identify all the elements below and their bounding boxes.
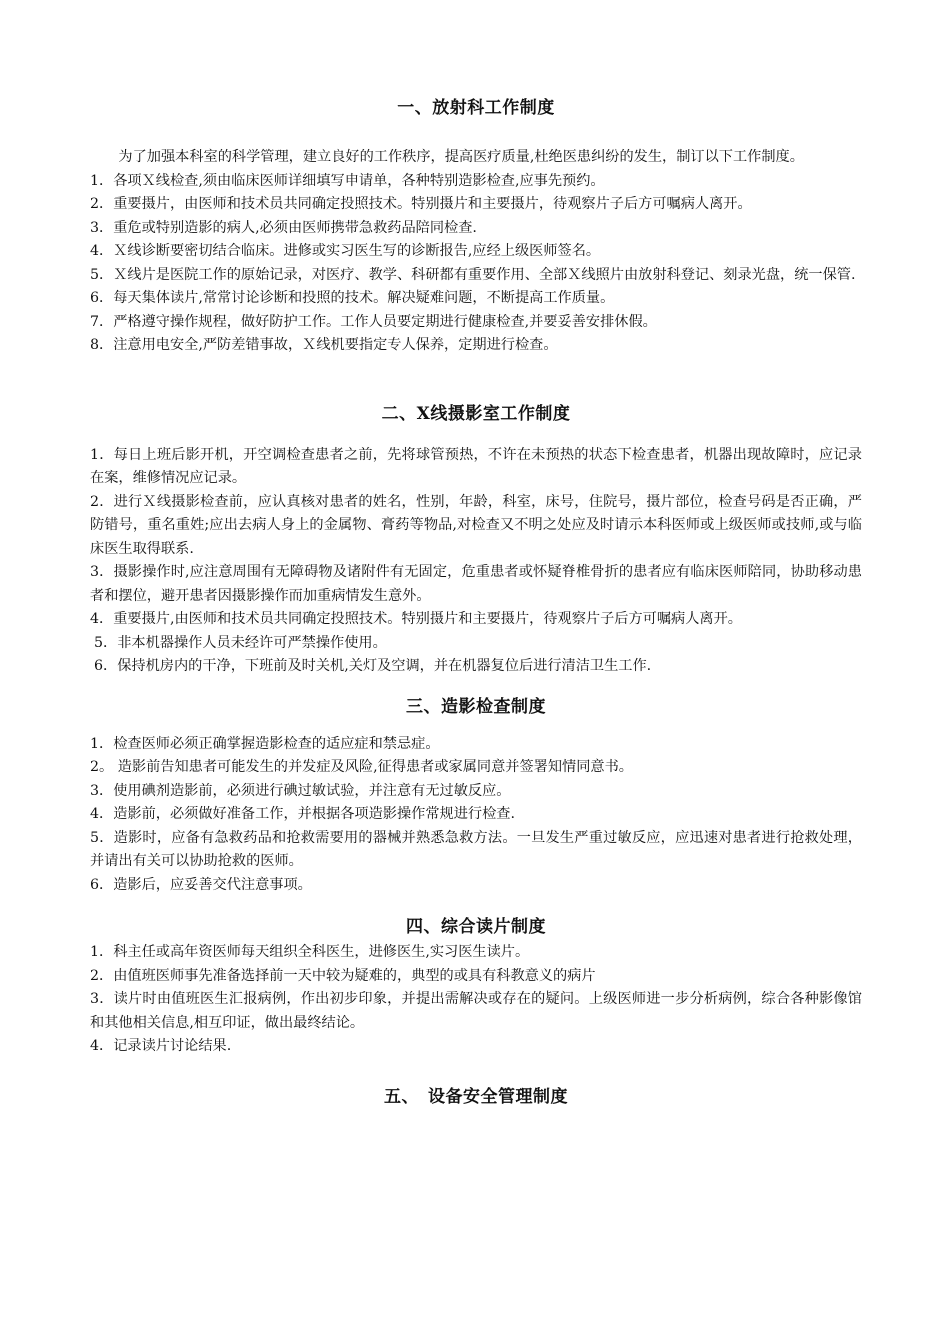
section-radiology-rules (90, 96, 862, 358)
list-item: 1．每日上班后影开机，开空调检查患者之前，先将球管预热，不许在未预热的状态下检查患者，机器出现故障时，应记录在案，维修情况应记录。 (90, 446, 862, 486)
list-item: 3．重危或特别造影的病人,必须由医师携带急救药品陪同检查. (90, 219, 477, 236)
list-item: 2．重要摄片，由医师和技术员共同确定投照技术。特别摄片和主要摄片，待观察片子后方可嘱病人离开。 (90, 196, 752, 212)
list-item: 7．严格遵守操作规程，做好防护工作。工作人员要定期进行健康检查,并要妥善安排休假。 (90, 313, 657, 330)
list-item: 5．非本机器操作人员未经许可严禁操作使用。 (94, 634, 387, 651)
section-title: 四、综合读片制度 (406, 917, 546, 937)
section-film-reading-rules (90, 915, 862, 1059)
list-item: 1．科主任或高年资医师每天组织全科医生，进修医生,实习医生读片。 (90, 944, 530, 960)
list-item: 6．造影后，应妥善交代注意事项。 (90, 876, 312, 893)
list-item: 4．造影前，必须做好准备工作，并根据各项造影操作常规进行检查. (90, 806, 515, 822)
list-item: 3．读片时由值班医生汇报病例，作出初步印象，并提出需解决或存在的疑问。上级医师进一步分析病例，综合各种影像馆和其他相关信息,相互印证，做出最终结论。 (90, 991, 862, 1031)
list-item: 5．造影时，应备有急救药品和抢救需要用的器械并熟悉急救方法。一旦发生严重过敏反应，应迅速对患者进行抢救处理，并请出有关可以协助抢救的医师。 (90, 829, 862, 869)
list-item: 4．Ｘ线诊断要密切结合临床。进修或实习医生写的诊断报告,应经上级医师签名。 (90, 243, 601, 259)
list-item: 6．保持机房内的干净，下班前及时关机,关灯及空调，并在机器复位后进行清洁卫生工作. (94, 658, 652, 674)
section-title: 二、X线摄影室工作制度 (381, 403, 571, 424)
list-item: 5．Ｘ线片是医院工作的原始记录，对医疗、教学、科研都有重要作用、全部Ｘ线照片由放射科登记、刻录光盘，统一保管. (90, 266, 856, 283)
list-item: 1．检查医师必须正确掌握造影检查的适应症和禁忌症。 (90, 735, 440, 752)
list-item: 2．由值班医师事先准备选择前一天中较为疑难的，典型的或具有科教意义的病片 (90, 967, 596, 984)
list-item: 4．重要摄片,由医师和技术员共同确定投照技术。特别摄片和主要摄片，待观察片子后方可嘱病人离开。 (90, 611, 742, 627)
section-title: 三、造影检查制度 (406, 696, 546, 717)
section-title: 五、 设备安全管理制度 (384, 1086, 568, 1107)
list-item: 1．各项Ｘ线检查,须由临床医师详细填写申请单，各种特别造影检查,应事先预约。 (90, 172, 605, 189)
list-item: 6．每天集体读片,常常讨论诊断和投照的技术。解决疑难问题，不断提高工作质量。 (90, 290, 615, 306)
list-item: 3．使用碘剂造影前，必须进行碘过敏试验，并注意有无过敏反应。 (90, 782, 511, 799)
list-item: 2．进行Ｘ线摄影检查前，应认真核对患者的姓名，性别，年龄，科室，床号，住院号，摄片部位，检查号码是否正确，严防错号，重名重姓;应出去病人身上的金属物、膏药等物品,对检查又不明之处应及时请示本科医师或上级医师或技师,或与临床医生取得联系. (90, 493, 862, 557)
section-title: 一、放射科工作制度 (397, 98, 555, 118)
list-item: 3．摄影操作时,应注意周围有无障碍物及诸附件有无固定，危重患者或怀疑脊椎骨折的患者应有临床医师陪同，协助移动患者和摆位，避开患者因摄影操作而加重病情发生意外。 (90, 564, 862, 604)
list-item: 4．记录读片讨论结果. (90, 1038, 232, 1054)
list-item: 8．注意用电安全,严防差错事故，Ｘ线机要指定专人保养，定期进行检查。 (90, 337, 558, 353)
section-equipment-safety-rules (90, 1085, 862, 1109)
list-item: 2。 造影前告知患者可能发生的并发症及风险,征得患者或家属同意并签署知情同意书。 (90, 759, 633, 775)
section-xray-room-rules (90, 402, 862, 679)
intro-paragraph: 为了加强本科室的科学管理，建立良好的工作秩序，提高医疗质量,杜绝医患纠纷的发生，制订以下工作制度。 (118, 149, 804, 165)
section-contrast-exam-rules (90, 695, 862, 898)
